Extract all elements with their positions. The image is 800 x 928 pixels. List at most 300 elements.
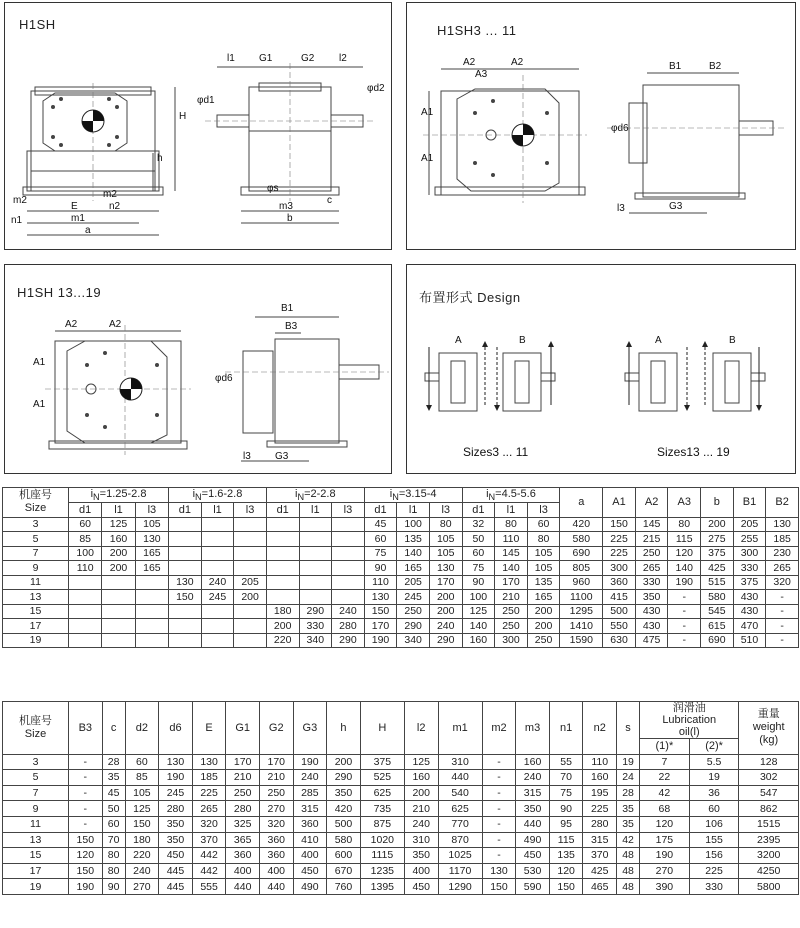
value-cell: 735 xyxy=(360,801,404,817)
dim-label-H: H xyxy=(179,111,187,122)
value-cell: - xyxy=(69,754,103,770)
value-cell: 360 xyxy=(603,575,636,590)
dim-label-a2-right: A2 xyxy=(511,57,524,68)
value-cell xyxy=(266,517,299,532)
value-cell xyxy=(169,517,202,532)
dim-label-s: φs xyxy=(267,183,279,194)
value-cell: 255 xyxy=(733,532,766,547)
value-cell xyxy=(332,532,365,547)
value-cell: - xyxy=(668,619,701,634)
value-cell: 615 xyxy=(701,619,734,634)
value-cell: 547 xyxy=(739,785,799,801)
value-cell: 440 xyxy=(226,879,260,895)
table-body xyxy=(3,517,799,648)
value-cell: 48 xyxy=(617,863,640,879)
ratio-i: i xyxy=(295,488,298,500)
value-cell: - xyxy=(482,832,516,848)
value-cell xyxy=(169,561,202,576)
value-cell xyxy=(266,532,299,547)
size-cell: 13 xyxy=(3,590,69,605)
value-cell: 200 xyxy=(102,561,135,576)
value-cell: 150 xyxy=(482,879,516,895)
dim-label-b: b xyxy=(287,213,293,224)
value-cell: 130 xyxy=(169,575,202,590)
value-cell: 240 xyxy=(404,816,438,832)
value-cell: - xyxy=(69,770,103,786)
value-cell: 300 xyxy=(495,633,528,648)
oil-header-line: 润滑油 xyxy=(672,702,706,714)
value-cell: 960 xyxy=(560,575,603,590)
value-cell: 190 xyxy=(364,633,397,648)
value-cell xyxy=(201,633,234,648)
value-cell: 360 xyxy=(293,816,327,832)
col-header-a: a xyxy=(560,488,603,518)
value-cell xyxy=(135,575,168,590)
value-cell: 245 xyxy=(159,785,193,801)
value-cell: 625 xyxy=(360,785,404,801)
value-cell: 375 xyxy=(701,546,734,561)
table-row xyxy=(3,532,799,547)
value-cell xyxy=(102,604,135,619)
size-cell: 19 xyxy=(3,879,69,895)
value-cell: 160 xyxy=(462,633,495,648)
value-cell: 400 xyxy=(259,863,293,879)
col-header-n2: n2 xyxy=(583,702,617,755)
value-cell: 140 xyxy=(495,561,528,576)
value-cell: 290 xyxy=(299,604,332,619)
gearbox-large-drawing xyxy=(5,265,393,475)
value-cell: 450 xyxy=(293,863,327,879)
table-header-row xyxy=(3,702,799,739)
table-header-row xyxy=(3,488,799,503)
value-cell: 280 xyxy=(159,801,193,817)
value-cell xyxy=(69,633,102,648)
value-cell: 225 xyxy=(192,785,226,801)
value-cell: - xyxy=(482,801,516,817)
value-cell: 75 xyxy=(364,546,397,561)
value-cell: 540 xyxy=(438,785,482,801)
value-cell: 165 xyxy=(135,561,168,576)
col-header-m1: m1 xyxy=(438,702,482,755)
table-row xyxy=(3,816,799,832)
value-cell xyxy=(201,517,234,532)
value-cell: - xyxy=(766,590,799,605)
value-cell xyxy=(102,619,135,634)
value-cell xyxy=(234,633,267,648)
value-cell: 75 xyxy=(549,785,583,801)
value-cell: 42 xyxy=(640,785,690,801)
value-cell xyxy=(69,575,102,590)
weight-header-line: (kg) xyxy=(759,734,779,747)
value-cell: 130 xyxy=(364,590,397,605)
value-cell xyxy=(169,604,202,619)
size-cell: 11 xyxy=(3,816,69,832)
value-cell: 35 xyxy=(617,816,640,832)
value-cell: 280 xyxy=(226,801,260,817)
oil-sub-header: (2)* xyxy=(689,739,739,755)
col-header-m3: m3 xyxy=(516,702,550,755)
ratio-range: =4.5-5.6 xyxy=(495,488,536,500)
col-header-c: c xyxy=(102,702,125,755)
table-row xyxy=(3,848,799,864)
value-cell xyxy=(169,546,202,561)
dim-label-b2: B2 xyxy=(709,61,722,72)
dim-label-m2: m2 xyxy=(103,189,117,200)
table-row xyxy=(3,590,799,605)
value-cell: 60 xyxy=(689,801,739,817)
value-cell xyxy=(234,561,267,576)
design-label-a-2: A xyxy=(655,335,662,346)
value-cell: 170 xyxy=(495,575,528,590)
col-header-n1: n1 xyxy=(549,702,583,755)
value-cell: 115 xyxy=(549,832,583,848)
value-cell: 145 xyxy=(495,546,528,561)
value-cell: 2395 xyxy=(739,832,799,848)
value-cell: 190 xyxy=(640,848,690,864)
value-cell: - xyxy=(482,770,516,786)
value-cell xyxy=(266,561,299,576)
value-cell: 265 xyxy=(766,561,799,576)
col-header-b: b xyxy=(701,488,734,518)
panel-title: 布置形式 Design xyxy=(419,290,521,305)
value-cell: 320 xyxy=(259,816,293,832)
value-cell: 105 xyxy=(527,546,560,561)
value-cell: 545 xyxy=(701,604,734,619)
design-sizes-13-19: Sizes13 ... 19 xyxy=(657,445,730,459)
value-cell xyxy=(332,575,365,590)
dim-label-m1: m1 xyxy=(71,213,85,224)
value-cell: 135 xyxy=(397,532,430,547)
value-cell: 80 xyxy=(495,517,528,532)
size-cell: 13 xyxy=(3,832,69,848)
weight-header xyxy=(739,702,799,755)
value-cell xyxy=(299,546,332,561)
value-cell: 400 xyxy=(226,863,260,879)
value-cell: - xyxy=(69,785,103,801)
dim-label-l2: l2 xyxy=(339,53,347,64)
value-cell: 240 xyxy=(516,770,550,786)
value-cell xyxy=(332,517,365,532)
value-cell: 135 xyxy=(527,575,560,590)
value-cell: 870 xyxy=(438,832,482,848)
value-cell: 280 xyxy=(583,816,617,832)
value-cell: 1515 xyxy=(739,816,799,832)
value-cell: 48 xyxy=(617,879,640,895)
value-cell: 515 xyxy=(701,575,734,590)
dim-label-b1: B1 xyxy=(281,303,294,314)
value-cell: 442 xyxy=(192,848,226,864)
drawing-panel-design xyxy=(406,264,796,474)
value-cell: 125 xyxy=(102,517,135,532)
value-cell: - xyxy=(482,785,516,801)
value-cell: 265 xyxy=(192,801,226,817)
value-cell: 60 xyxy=(125,754,159,770)
value-cell: 130 xyxy=(482,863,516,879)
value-cell: 200 xyxy=(102,546,135,561)
dim-label-E: E xyxy=(71,201,78,212)
value-cell: 370 xyxy=(583,848,617,864)
value-cell: 500 xyxy=(603,604,636,619)
value-cell: 445 xyxy=(159,879,193,895)
value-cell: 1590 xyxy=(560,633,603,648)
value-cell: 28 xyxy=(102,754,125,770)
value-cell: 350 xyxy=(635,590,668,605)
value-cell: 4250 xyxy=(739,863,799,879)
col-header-l1: l1 xyxy=(299,503,332,518)
ratio-i: i xyxy=(389,488,393,500)
dim-label-n2: n2 xyxy=(109,201,121,212)
table-row xyxy=(3,561,799,576)
value-cell xyxy=(201,532,234,547)
value-cell xyxy=(266,546,299,561)
value-cell: 250 xyxy=(527,633,560,648)
value-cell: 225 xyxy=(689,863,739,879)
value-cell: 105 xyxy=(527,561,560,576)
design-label-a-1: A xyxy=(455,335,462,346)
value-cell: 600 xyxy=(327,848,361,864)
dim-label-n1: n1 xyxy=(11,215,23,226)
value-cell: 215 xyxy=(635,532,668,547)
value-cell: 525 xyxy=(360,770,404,786)
value-cell: 315 xyxy=(293,801,327,817)
value-cell: - xyxy=(482,816,516,832)
value-cell: 1170 xyxy=(438,863,482,879)
ratio-group-header xyxy=(69,488,169,503)
value-cell: 310 xyxy=(438,754,482,770)
panel-title: H1SH xyxy=(19,17,56,32)
value-cell: 150 xyxy=(69,832,103,848)
dim-label-g3: G3 xyxy=(669,201,683,212)
weight-header-line: weight xyxy=(752,721,785,734)
ratio-range: =1.25-2.8 xyxy=(99,488,147,500)
value-cell: 450 xyxy=(516,848,550,864)
value-cell: 200 xyxy=(266,619,299,634)
value-cell: 370 xyxy=(192,832,226,848)
value-cell: 68 xyxy=(640,801,690,817)
value-cell: 410 xyxy=(293,832,327,848)
value-cell: 330 xyxy=(635,575,668,590)
size-cell: 11 xyxy=(3,575,69,590)
table-row xyxy=(3,770,799,786)
col-header-l1: l1 xyxy=(201,503,234,518)
size-header xyxy=(3,488,69,518)
value-cell: 310 xyxy=(404,832,438,848)
dim-label-g1: G1 xyxy=(259,53,273,64)
col-header-l3: l3 xyxy=(135,503,168,518)
dim-label-l1: l1 xyxy=(227,53,235,64)
value-cell: 185 xyxy=(766,532,799,547)
value-cell: 210 xyxy=(259,770,293,786)
dim-label-m2-left: m2 xyxy=(13,195,27,206)
value-cell: 205 xyxy=(397,575,430,590)
value-cell: 290 xyxy=(397,619,430,634)
value-cell: 1025 xyxy=(438,848,482,864)
size-cell: 7 xyxy=(3,546,69,561)
value-cell: 50 xyxy=(102,801,125,817)
size-header-cn: 机座号 xyxy=(19,489,52,502)
value-cell: 115 xyxy=(668,532,701,547)
value-cell: 200 xyxy=(327,754,361,770)
size-cell: 17 xyxy=(3,863,69,879)
value-cell: 90 xyxy=(364,561,397,576)
value-cell: 1020 xyxy=(360,832,404,848)
oil-header-line: oil(l) xyxy=(678,726,700,738)
col-header-d1: d1 xyxy=(69,503,102,518)
ratio-sub: N xyxy=(195,492,202,503)
value-cell: 250 xyxy=(495,619,528,634)
value-cell: 862 xyxy=(739,801,799,817)
value-cell: 150 xyxy=(549,879,583,895)
value-cell: 340 xyxy=(397,633,430,648)
value-cell: 50 xyxy=(462,532,495,547)
gearbox-front-and-side-drawing xyxy=(5,3,393,251)
size-cell: 3 xyxy=(3,517,69,532)
value-cell: 130 xyxy=(429,561,462,576)
value-cell xyxy=(332,590,365,605)
table-row xyxy=(3,517,799,532)
value-cell xyxy=(299,532,332,547)
value-cell: 80 xyxy=(102,848,125,864)
value-cell xyxy=(102,575,135,590)
mounting-design-diagram xyxy=(407,265,797,475)
value-cell: 220 xyxy=(266,633,299,648)
value-cell: 580 xyxy=(327,832,361,848)
value-cell: 105 xyxy=(429,546,462,561)
value-cell: 90 xyxy=(462,575,495,590)
value-cell: 28 xyxy=(617,785,640,801)
value-cell: 106 xyxy=(689,816,739,832)
dim-label-d6: φd6 xyxy=(611,123,629,134)
value-cell: 240 xyxy=(201,575,234,590)
oil-sub-header: (1)* xyxy=(640,739,690,755)
value-cell xyxy=(299,575,332,590)
value-cell: 145 xyxy=(635,517,668,532)
value-cell: 190 xyxy=(668,575,701,590)
value-cell: 425 xyxy=(583,863,617,879)
value-cell: 60 xyxy=(462,546,495,561)
value-cell: 160 xyxy=(516,754,550,770)
value-cell: 170 xyxy=(364,619,397,634)
value-cell: 150 xyxy=(364,604,397,619)
value-cell: 155 xyxy=(689,832,739,848)
value-cell: - xyxy=(668,604,701,619)
size-header-en: Size xyxy=(24,727,47,740)
value-cell: 140 xyxy=(668,561,701,576)
value-cell: 550 xyxy=(603,619,636,634)
value-cell: 440 xyxy=(438,770,482,786)
panel-title: H1SH3 ... 11 xyxy=(437,23,517,38)
value-cell: 390 xyxy=(640,879,690,895)
value-cell: 320 xyxy=(766,575,799,590)
ratio-range: =1.6-2.8 xyxy=(201,488,243,500)
dim-label-m3: m3 xyxy=(279,201,293,212)
size-cell: 15 xyxy=(3,604,69,619)
dim-label-a2-left: A2 xyxy=(65,319,78,330)
table-row xyxy=(3,754,799,770)
dim-label-a1-top: A1 xyxy=(33,357,46,368)
value-cell xyxy=(234,546,267,561)
col-header-m2: m2 xyxy=(482,702,516,755)
value-cell: 430 xyxy=(733,604,766,619)
drawing-panel-h1sh13-19 xyxy=(4,264,392,474)
dim-label-l3: l3 xyxy=(617,203,625,214)
value-cell: 210 xyxy=(495,590,528,605)
value-cell: 250 xyxy=(635,546,668,561)
value-cell: 35 xyxy=(617,801,640,817)
value-cell: - xyxy=(69,801,103,817)
value-cell xyxy=(234,532,267,547)
value-cell: 770 xyxy=(438,816,482,832)
value-cell: 100 xyxy=(462,590,495,605)
col-header-A2: A2 xyxy=(635,488,668,518)
value-cell: 210 xyxy=(404,801,438,817)
value-cell xyxy=(299,517,332,532)
col-header-G2: G2 xyxy=(259,702,293,755)
value-cell xyxy=(169,619,202,634)
value-cell: 95 xyxy=(549,816,583,832)
value-cell: 250 xyxy=(495,604,528,619)
value-cell: 150 xyxy=(69,863,103,879)
table-row xyxy=(3,604,799,619)
value-cell: 1410 xyxy=(560,619,603,634)
value-cell: 375 xyxy=(360,754,404,770)
value-cell xyxy=(69,619,102,634)
value-cell: 375 xyxy=(733,575,766,590)
value-cell: - xyxy=(766,633,799,648)
col-header-l1: l1 xyxy=(102,503,135,518)
value-cell: 875 xyxy=(360,816,404,832)
col-header-A3: A3 xyxy=(668,488,701,518)
value-cell: - xyxy=(766,619,799,634)
value-cell: 170 xyxy=(226,754,260,770)
table-row xyxy=(3,575,799,590)
table-row xyxy=(3,546,799,561)
dim-label-a: a xyxy=(85,225,91,236)
value-cell: 80 xyxy=(102,863,125,879)
value-cell: 45 xyxy=(102,785,125,801)
value-cell: 270 xyxy=(259,801,293,817)
value-cell: 110 xyxy=(583,754,617,770)
value-cell: 60 xyxy=(69,517,102,532)
value-cell: 240 xyxy=(293,770,327,786)
value-cell: 120 xyxy=(549,863,583,879)
value-cell: 3200 xyxy=(739,848,799,864)
ratio-i: i xyxy=(192,488,196,500)
value-cell: 200 xyxy=(429,590,462,605)
value-cell: 425 xyxy=(701,561,734,576)
value-cell xyxy=(266,590,299,605)
value-cell: 130 xyxy=(766,517,799,532)
value-cell: 55 xyxy=(549,754,583,770)
value-cell: 225 xyxy=(603,532,636,547)
value-cell: - xyxy=(766,604,799,619)
value-cell: 240 xyxy=(429,619,462,634)
value-cell: 85 xyxy=(69,532,102,547)
value-cell: 330 xyxy=(689,879,739,895)
col-header-d1: d1 xyxy=(266,503,299,518)
value-cell: 1235 xyxy=(360,863,404,879)
value-cell: 42 xyxy=(617,832,640,848)
value-cell: - xyxy=(668,633,701,648)
value-cell: 195 xyxy=(583,785,617,801)
value-cell: 150 xyxy=(125,816,159,832)
dim-label-a1-top: A1 xyxy=(421,107,434,118)
value-cell: 350 xyxy=(327,785,361,801)
value-cell: 120 xyxy=(69,848,103,864)
table-row xyxy=(3,801,799,817)
value-cell: 590 xyxy=(516,879,550,895)
ratio-group-header xyxy=(364,488,462,503)
